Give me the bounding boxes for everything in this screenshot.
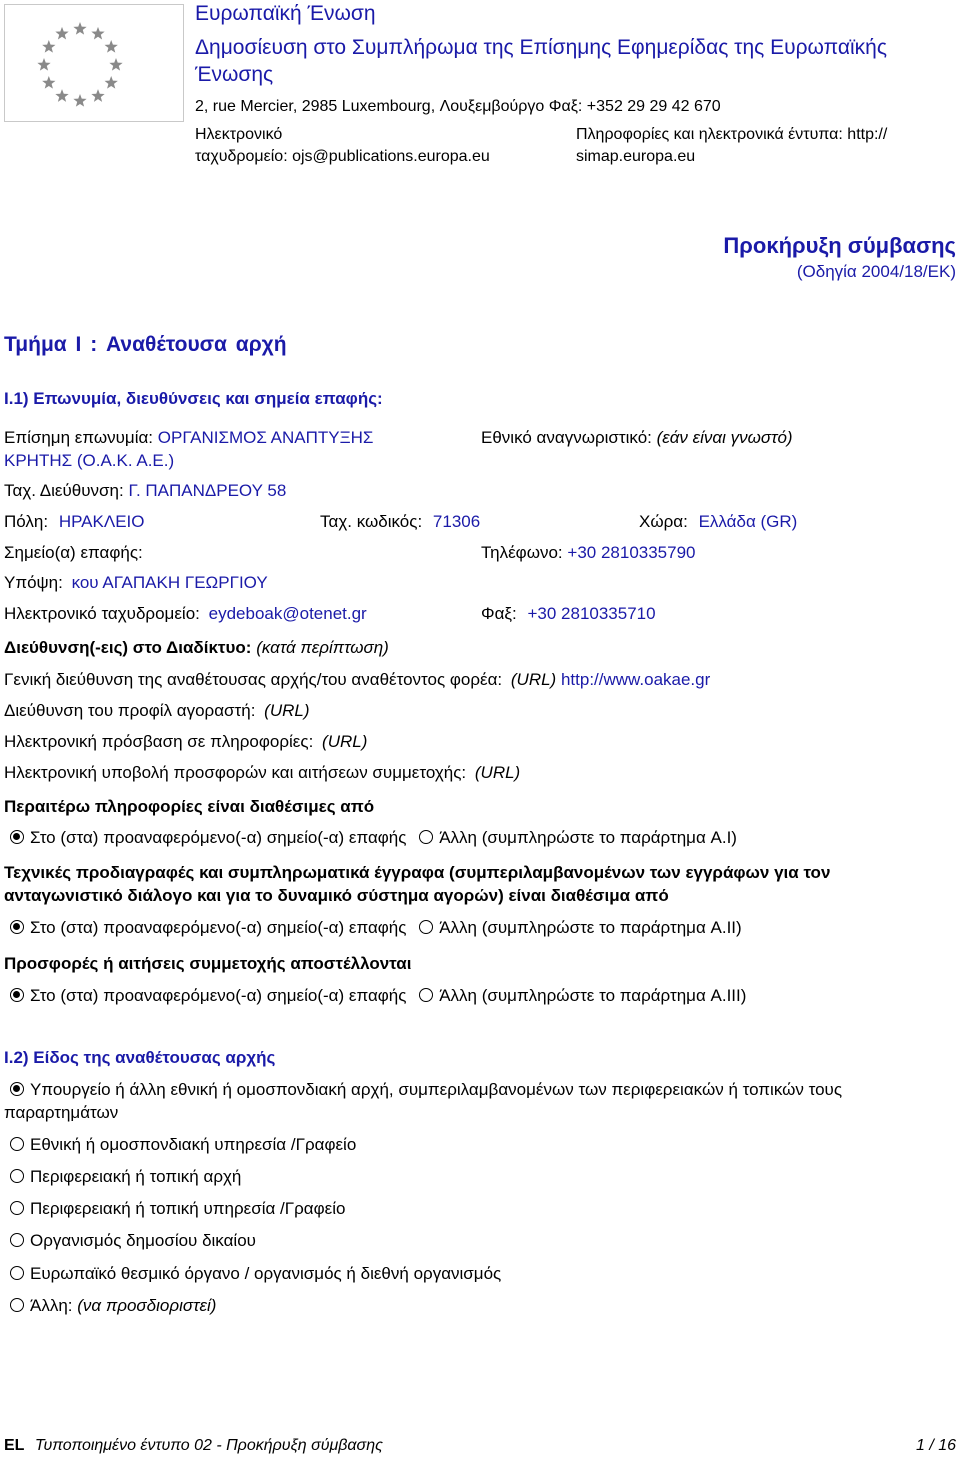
radio-unselected-icon: [10, 1266, 24, 1280]
eu-stars-icon: [5, 5, 183, 121]
footer-page: 1 / 16: [915, 1437, 956, 1454]
footer-form: Τυποποιημένο έντυπο 02 - Προκήρυξη σύμβασης: [34, 1437, 383, 1454]
type-option-regional-authority[interactable]: Περιφερειακή ή τοπική αρχή: [10, 1167, 241, 1187]
fax-row: [481, 604, 656, 624]
e-submission-label: Ηλεκτρονική υποβολή προσφορών και αιτήσεων συμμετοχής:: [4, 763, 467, 782]
header-publication-line1: Δημοσίευση στο Συμπλήρωμα της Επίσημης Εφημερίδας της Ευρωπαϊκής: [195, 36, 887, 59]
official-name-row: [4, 428, 373, 448]
radio-unselected-icon: [419, 830, 433, 844]
section-heading: Τμήμα I : Αναθέτουσα αρχή: [4, 333, 287, 356]
general-address-url-tag: (URL): [510, 670, 557, 689]
buyer-profile-row: [4, 701, 310, 721]
postcode-value: 71306: [432, 512, 481, 531]
general-address-row: [4, 670, 710, 690]
country-row: [639, 512, 797, 532]
fax-value: +30 2810335710: [527, 604, 656, 623]
postcode-row: [320, 512, 480, 532]
radio-selected-icon: [10, 1082, 24, 1096]
e-access-url-tag: (URL): [322, 732, 368, 751]
tenders-option-other[interactable]: Άλλη (συμπληρώστε το παράρτημα A.III): [419, 986, 746, 1005]
specs-heading-line2: ανταγωνιστικό διάλογο και για το δυναμικό σύστημα αγορών) είναι διαθέσιμα από: [4, 886, 669, 905]
notice-subtitle: (Οδηγία 2004/18/ΕΚ): [796, 262, 956, 281]
e-submission-row: [4, 763, 520, 783]
specs-options: [10, 918, 742, 938]
specs-option-contact[interactable]: Στο (στα) προαναφερόμενο(-α) σημείο(-α) επαφής: [10, 918, 406, 937]
attention-label: Υπόψη:: [4, 573, 63, 592]
header-info-label: Πληροφορίες και ηλεκτρονικά έντυπα: http://: [576, 126, 888, 143]
radio-unselected-icon: [10, 1169, 24, 1183]
type-option-eu-institution[interactable]: Ευρωπαϊκό θεσμικό όργανο / οργανισμός ή διεθνή οργανισμός: [10, 1264, 501, 1284]
city-row: [4, 512, 145, 532]
further-info-options: [10, 828, 737, 848]
tenders-heading: Προσφορές ή αιτήσεις συμμετοχής αποστέλλονται: [4, 954, 412, 973]
email-label: Ηλεκτρονικό ταχυδρομείο:: [4, 604, 200, 623]
phone-row: [481, 543, 696, 563]
email-value[interactable]: eydeboak@otenet.gr: [208, 604, 367, 623]
attention-row: [4, 573, 268, 593]
contact-point-label: Σημείο(α) επαφής:: [4, 543, 143, 562]
e-access-label: Ηλεκτρονική πρόσβαση σε πληροφορίες:: [4, 732, 314, 751]
radio-unselected-icon: [419, 988, 433, 1002]
tenders-option-contact[interactable]: Στο (στα) προαναφερόμενο(-α) σημείο(-α) επαφής: [10, 986, 406, 1005]
star-icon: [105, 76, 118, 89]
star-icon: [73, 22, 86, 35]
internet-heading-row: [4, 638, 389, 658]
fax-label: Φαξ:: [481, 604, 517, 623]
type-option-ministry[interactable]: Υπουργείο ή άλλη εθνική ή ομοσπονδιακή αρχή, συμπεριλαμβανομένων των περιφερειακών ή τοπικών τους: [10, 1080, 842, 1100]
radio-unselected-icon: [419, 920, 433, 934]
postal-address-value: Γ. ΠΑΠΑΝΔΡΕΟΥ 58: [128, 481, 287, 500]
postal-address-label: Ταχ. Διεύθυνση:: [4, 481, 124, 500]
radio-selected-icon: [10, 830, 24, 844]
type-option-national-agency[interactable]: Εθνική ή ομοσπονδιακή υπηρεσία /Γραφείο: [10, 1135, 356, 1155]
attention-value: κου ΑΓΑΠΑΚΗ ΓΕΩΡΓΙΟΥ: [71, 573, 268, 592]
header-email: ταχυδρομείο: ojs@publications.europa.eu: [195, 148, 490, 165]
footer-left: [4, 1437, 383, 1455]
general-address-link[interactable]: http://www.oakae.gr: [560, 670, 711, 689]
phone-label: Τηλέφωνο:: [481, 543, 563, 562]
official-name-label: Επίσημη επωνυμία:: [4, 428, 154, 447]
specs-heading-line1: Τεχνικές προδιαγραφές και συμπληρωματικά έγγραφα (συμπεριλαμβανομένων των εγγράφων για τον: [4, 863, 831, 882]
star-icon: [109, 58, 122, 71]
star-icon: [37, 58, 50, 71]
star-icon: [91, 89, 104, 102]
header-publication-line2: Ένωσης: [195, 63, 274, 86]
buyer-profile-label: Διεύθυνση του προφίλ αγοραστή:: [4, 701, 256, 720]
internet-heading: Διεύθυνση(-εις) στο Διαδίκτυο:: [4, 638, 252, 657]
radio-selected-icon: [10, 988, 24, 1002]
internet-hint: (κατά περίπτωση): [256, 638, 389, 657]
postal-address-row: [4, 481, 286, 501]
country-value: Ελλάδα (GR): [698, 512, 798, 531]
tenders-options: [10, 986, 746, 1006]
type-option-other-hint: (να προσδιοριστεί): [77, 1296, 217, 1315]
radio-unselected-icon: [10, 1298, 24, 1312]
star-icon: [105, 40, 118, 53]
star-icon: [42, 76, 55, 89]
type-option-regional-agency[interactable]: Περιφερειακή ή τοπική υπηρεσία /Γραφείο: [10, 1199, 345, 1219]
general-address-label: Γενική διεύθυνση της αναθέτουσας αρχής/του αναθέτοντος φορέα:: [4, 670, 503, 689]
star-icon: [55, 89, 68, 102]
type-option-ministry-cont: παραρτημάτων: [4, 1103, 119, 1122]
specs-option-other[interactable]: Άλλη (συμπληρώστε το παράρτημα A.II): [419, 918, 742, 937]
e-access-row: [4, 732, 367, 752]
header-address: 2, rue Mercier, 2985 Luxembourg, Λουξεμβούργο Φαξ: +352 29 29 42 670: [195, 98, 721, 115]
eu-flag-logo: [4, 4, 184, 122]
official-name-value-cont: ΚΡΗΤΗΣ (Ο.Α.Κ. Α.Ε.): [4, 451, 175, 470]
radio-unselected-icon: [10, 1137, 24, 1151]
email-row: [4, 604, 367, 624]
type-option-other[interactable]: Άλλη: (να προσδιοριστεί): [10, 1296, 216, 1316]
city-label: Πόλη:: [4, 512, 49, 531]
radio-selected-icon: [10, 920, 24, 934]
header-info-url: simap.europa.eu: [576, 148, 696, 165]
national-id-hint: (εάν είναι γνωστό): [656, 428, 793, 447]
notice-title: Προκήρυξη σύμβασης: [723, 233, 956, 258]
country-label: Χώρα:: [639, 512, 688, 531]
star-icon: [55, 27, 68, 40]
radio-unselected-icon: [10, 1201, 24, 1215]
city-value: ΗΡΑΚΛΕΙΟ: [58, 512, 145, 531]
phone-value: +30 2810335790: [567, 543, 696, 562]
buyer-profile-url-tag: (URL): [264, 701, 310, 720]
e-submission-url-tag: (URL): [474, 763, 521, 782]
further-info-option-contact[interactable]: Στο (στα) προαναφερόμενο(-α) σημείο(-α) επαφής: [10, 828, 406, 847]
official-name-value: ΟΡΓΑΝΙΣΜΟΣ ΑΝΑΠΤΥΞΗΣ: [157, 428, 374, 447]
subsection-1-heading: I.1) Επωνυμία, διευθύνσεις και σημεία επαφής:: [4, 389, 383, 408]
subsection-2-heading: I.2) Είδος της αναθέτουσας αρχής: [4, 1048, 276, 1067]
further-info-option-other[interactable]: Άλλη (συμπληρώστε το παράρτημα A.I): [419, 828, 737, 847]
star-icon: [73, 94, 86, 107]
star-icon: [42, 40, 55, 53]
header-union: Ευρωπαϊκή Ένωση: [195, 2, 376, 25]
footer-lang: EL: [4, 1437, 25, 1454]
further-info-heading: Περαιτέρω πληροφορίες είναι διαθέσιμες από: [4, 797, 375, 816]
radio-unselected-icon: [10, 1233, 24, 1247]
national-id-row: [481, 428, 793, 448]
national-id-label: Εθνικό αναγνωριστικό:: [481, 428, 652, 447]
star-icon: [91, 27, 104, 40]
header-email-label: Ηλεκτρονικό: [195, 126, 283, 143]
postcode-label: Ταχ. κωδικός:: [320, 512, 423, 531]
type-option-public-law-body[interactable]: Οργανισμός δημοσίου δικαίου: [10, 1231, 256, 1251]
